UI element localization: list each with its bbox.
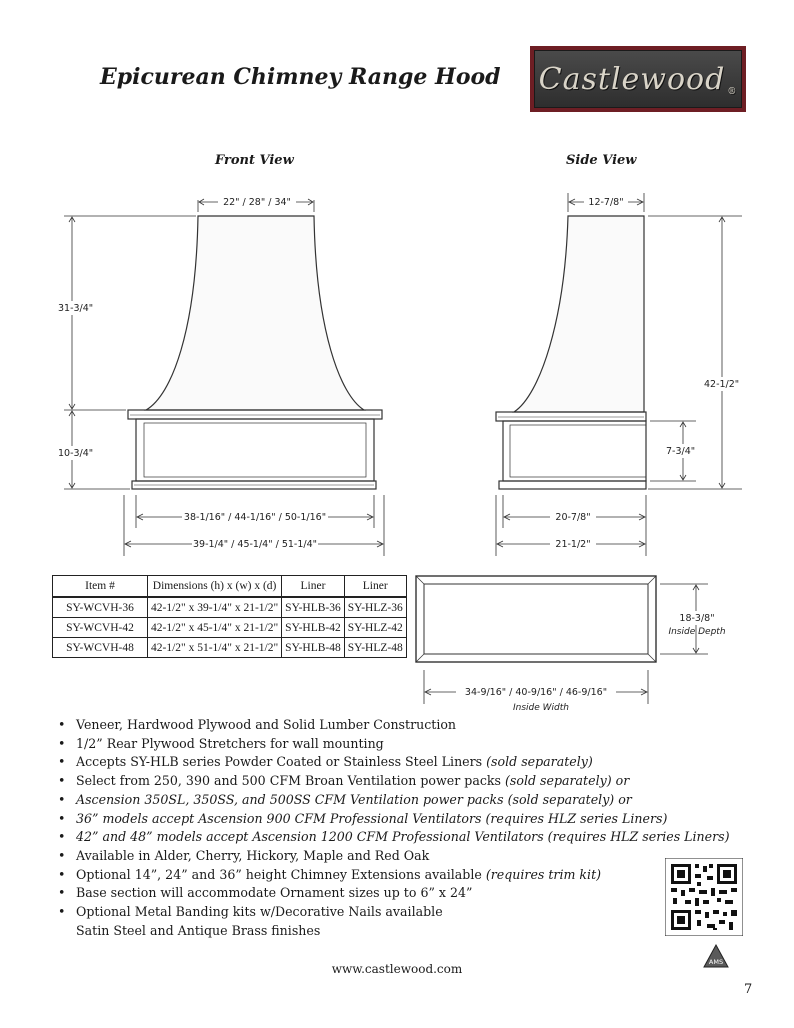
page-title: Epicurean Chimney Range Hood <box>100 64 501 90</box>
header-item: Item # <box>53 576 148 598</box>
spec-table <box>52 575 407 658</box>
page-number: 7 <box>744 982 753 997</box>
front-outer-width-text: 39-1/4" / 45-1/4" / 51-1/4" <box>192 539 318 550</box>
cell-dimensions: 42-1/2" x 51-1/4" x 21-1/2" <box>148 638 282 658</box>
liner-depth-text: 18-3/8" <box>679 613 715 624</box>
list-item: • Ascension 350SL, 350SS, and 500SS CFM Ventilation power packs (sold separately) or <box>52 791 752 810</box>
cell-liner-z: SY-HLZ-48 <box>344 638 406 658</box>
list-item: • 1/2” Rear Plywood Stretchers for wall mounting <box>52 735 752 754</box>
table-row <box>53 597 407 618</box>
list-item: • 42” and 48” models accept Ascension 1200 CFM Professional Ventilators (requires HLZ series Liners) <box>52 828 752 847</box>
list-item: • Optional Metal Banding kits w/Decorative Nails available <box>52 903 752 922</box>
cell-liner-z: SY-HLZ-36 <box>344 597 406 618</box>
features-list <box>52 716 752 940</box>
cell-item: SY-WCVH-48 <box>53 638 148 658</box>
list-item: • 36” models accept Ascension 900 CFM Professional Ventilators (requires HLZ series Liners) <box>52 810 752 829</box>
front-lower-height-text: 10-3/4" <box>58 448 94 459</box>
cell-dimensions: 42-1/2" x 45-1/4" x 21-1/2" <box>148 618 282 638</box>
cell-liner-b: SY-HLB-36 <box>282 597 345 618</box>
list-item: • Accepts SY-HLB series Powder Coated or Stainless Steel Liners (sold separately) <box>52 753 752 772</box>
list-item: • Optional 14”, 24” and 36” height Chimney Extensions available (requires trim kit) <box>52 866 752 885</box>
ams-badge-text: AMS <box>708 958 724 966</box>
cell-item: SY-WCVH-42 <box>53 618 148 638</box>
cell-liner-z: SY-HLZ-42 <box>344 618 406 638</box>
liner-width-text: 34-9/16" / 40-9/16" / 46-9/16" <box>464 687 608 698</box>
table-row <box>53 638 407 658</box>
liner-depth-caption: Inside Depth <box>668 627 726 637</box>
cell-liner-b: SY-HLB-48 <box>282 638 345 658</box>
side-top-depth-text: 12-7/8" <box>588 197 624 208</box>
header-liner-b: Liner <box>282 576 345 598</box>
front-top-width-text: 22" / 28" / 34" <box>223 197 291 208</box>
list-item: • Veneer, Hardwood Plywood and Solid Lumber Construction <box>52 716 752 735</box>
front-upper-height-text: 31-3/4" <box>58 303 94 314</box>
side-view-label: Side View <box>566 153 637 168</box>
liner-width-caption: Inside Width <box>512 703 570 713</box>
list-item: • Select from 250, 390 and 500 CFM Broan Ventilation power packs (sold separately) or <box>52 772 752 791</box>
table-header-row <box>53 576 407 598</box>
registered-mark: ® <box>727 87 738 97</box>
side-total-height-text: 42-1/2" <box>704 379 740 390</box>
list-item-continuation: Satin Steel and Antique Brass finishes <box>76 922 321 938</box>
qr-code-icon[interactable] <box>665 858 743 936</box>
cell-liner-b: SY-HLB-42 <box>282 618 345 638</box>
website-link[interactable]: www.castlewood.com <box>331 962 463 976</box>
front-inner-width-text: 38-1/16" / 44-1/16" / 50-1/16" <box>183 512 327 523</box>
header-dimensions: Dimensions (h) x (w) x (d) <box>148 576 282 598</box>
side-outer-depth-text: 21-1/2" <box>555 539 591 550</box>
cell-dimensions: 42-1/2" x 39-1/4" x 21-1/2" <box>148 597 282 618</box>
logo-wordmark: Castlewood <box>538 61 726 97</box>
side-base-height-text: 7-3/4" <box>666 446 696 457</box>
header-liner-z: Liner <box>344 576 406 598</box>
list-item: • Available in Alder, Cherry, Hickory, Maple and Red Oak <box>52 847 752 866</box>
side-inner-depth-text: 20-7/8" <box>555 512 591 523</box>
list-item: • Base section will accommodate Ornament sizes up to 6” x 24” <box>52 884 752 903</box>
cell-item: SY-WCVH-36 <box>53 597 148 618</box>
table-row <box>53 618 407 638</box>
front-view-label: Front View <box>215 153 294 168</box>
